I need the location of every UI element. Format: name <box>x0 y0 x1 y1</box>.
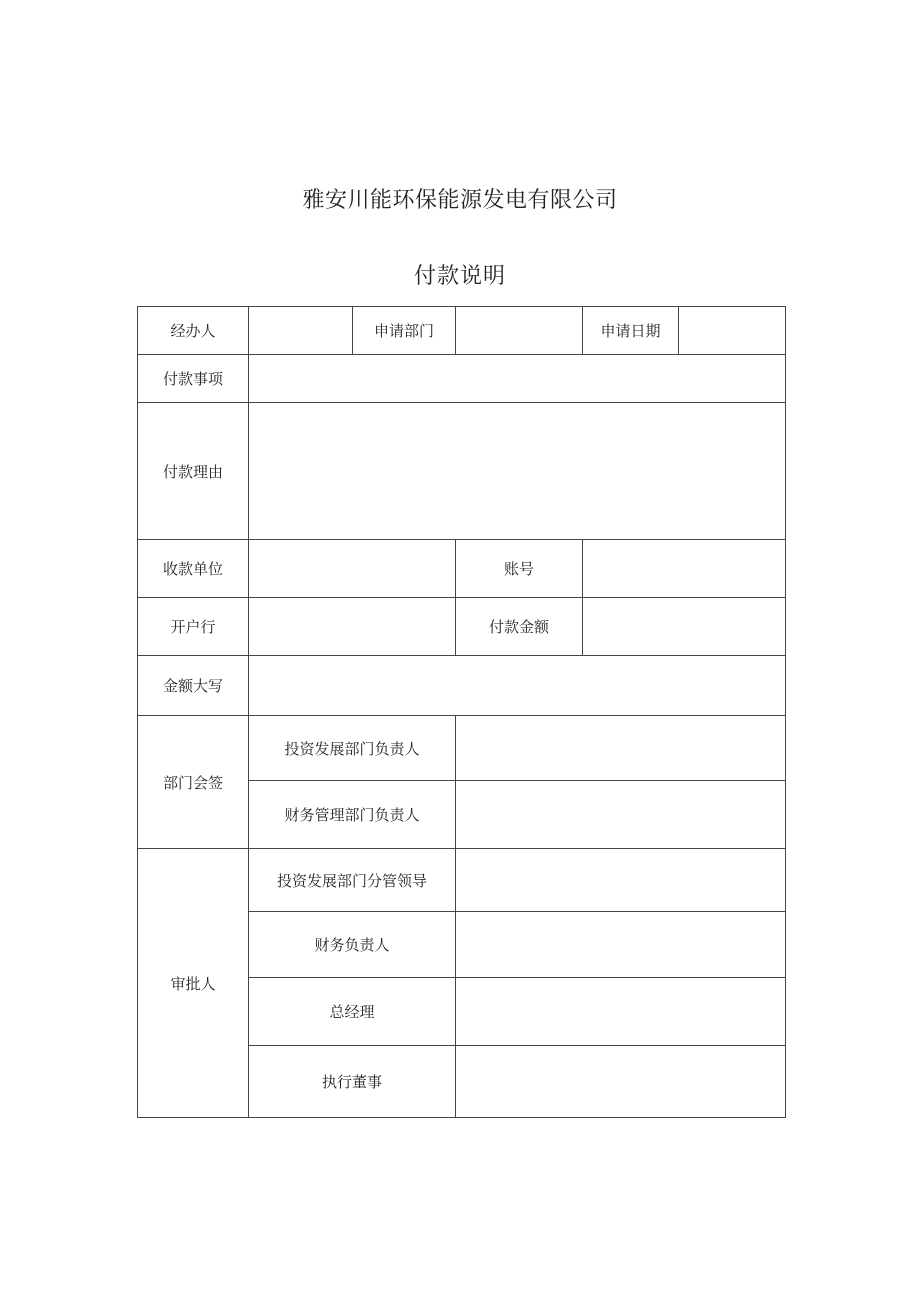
countersign-role: 投资发展部门负责人 <box>249 716 456 781</box>
form-row-approval-1 <box>138 849 786 912</box>
payment-form-table <box>137 306 786 1118</box>
approval-role: 执行董事 <box>249 1046 456 1118</box>
payee-input[interactable] <box>249 540 456 598</box>
amount-upper-input[interactable] <box>249 656 786 716</box>
amount-upper-label: 金额大写 <box>138 656 249 716</box>
date-input[interactable] <box>679 307 786 355</box>
form-title: 付款说明 <box>413 264 506 289</box>
approval-role: 投资发展部门分管领导 <box>249 849 456 912</box>
item-input[interactable] <box>249 355 786 403</box>
approval-role: 总经理 <box>249 978 456 1046</box>
handler-label: 经办人 <box>138 307 249 355</box>
countersign-signature-field[interactable] <box>456 716 786 781</box>
form-row-applicant <box>138 307 786 355</box>
amount-label: 付款金额 <box>456 598 583 656</box>
form-row-countersign-1 <box>138 716 786 781</box>
amount-input[interactable] <box>583 598 786 656</box>
approval-role: 财务负责人 <box>249 912 456 978</box>
handler-input[interactable] <box>249 307 353 355</box>
approval-signature-field[interactable] <box>456 912 786 978</box>
bank-input[interactable] <box>249 598 456 656</box>
account-input[interactable] <box>583 540 786 598</box>
company-name: 雅安川能环保能源发电有限公司 <box>302 188 618 213</box>
dept-label: 申请部门 <box>353 307 456 355</box>
item-label: 付款事项 <box>138 355 249 403</box>
countersign-role: 财务管理部门负责人 <box>249 781 456 849</box>
form-row-reason <box>138 403 786 540</box>
approval-label: 审批人 <box>138 849 249 1118</box>
payee-label: 收款单位 <box>138 540 249 598</box>
reason-input[interactable] <box>249 403 786 540</box>
date-label: 申请日期 <box>583 307 679 355</box>
dept-input[interactable] <box>456 307 583 355</box>
bank-label: 开户行 <box>138 598 249 656</box>
account-label: 账号 <box>456 540 583 598</box>
countersign-label: 部门会签 <box>138 716 249 849</box>
form-row-bank <box>138 598 786 656</box>
approval-signature-field[interactable] <box>456 849 786 912</box>
countersign-signature-field[interactable] <box>456 781 786 849</box>
form-row-payee <box>138 540 786 598</box>
approval-signature-field[interactable] <box>456 1046 786 1118</box>
form-row-amount-upper <box>138 656 786 716</box>
reason-label: 付款理由 <box>138 403 249 540</box>
form-row-item <box>138 355 786 403</box>
approval-signature-field[interactable] <box>456 978 786 1046</box>
